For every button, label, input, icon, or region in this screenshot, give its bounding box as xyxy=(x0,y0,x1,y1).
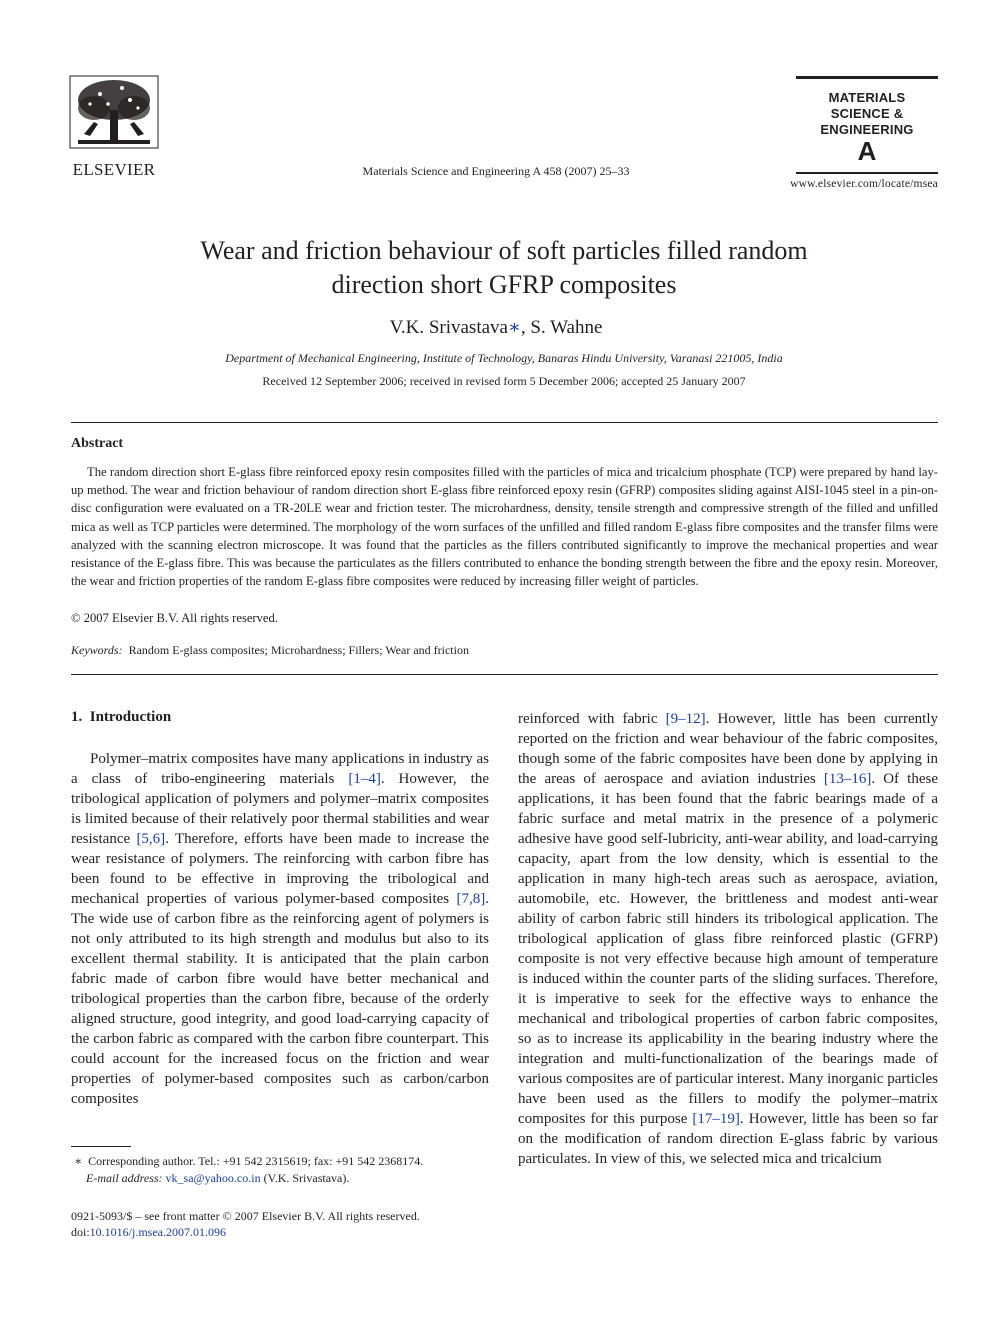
journal-logo-text xyxy=(796,90,938,138)
abstract-body xyxy=(71,463,938,590)
section-heading-introduction xyxy=(71,709,171,726)
text-run: reinforced with fabric xyxy=(518,711,666,727)
citation-link[interactable]: [13–16] xyxy=(823,771,872,787)
text-run: . Therefore, efforts have been made to increase the wear resistance of polymers. The reinforcing with carbon fibre has been found to be effective in improving the tribological and mechanical properties of various polymer-based composites xyxy=(71,831,489,907)
intro-paragraph-1 xyxy=(71,749,489,1109)
doi-label: doi: xyxy=(71,1225,90,1239)
citation-link[interactable]: [7,8] xyxy=(456,891,486,907)
journal-url[interactable]: www.elsevier.com/locate/msea xyxy=(790,178,938,190)
text-run: . However, the tribological application of polymers and polymer–matrix composites is limited because of their relatively poor thermal stabilities and wear resistance xyxy=(71,771,489,847)
text-run: . However, little has been so far on the modification of random direction E-glass fabric by various particulates. In view of this, we selected mica and tricalcium xyxy=(518,1111,938,1167)
article-title xyxy=(100,234,908,302)
journal-logo-line-3: ENGINEERING xyxy=(820,122,914,137)
email-label: E-mail address: xyxy=(86,1171,163,1185)
keywords-list: Random E-glass composites; Microhardness; Fillers; Wear and friction xyxy=(128,643,469,657)
title-line-2: direction short GFRP composites xyxy=(331,270,677,299)
author-list xyxy=(0,316,992,339)
corresponding-footnote xyxy=(71,1154,423,1169)
email-link[interactable]: vk_sa@yahoo.co.in xyxy=(165,1171,261,1185)
footnote-contact: Corresponding author. Tel.: +91 542 2315619; fax: +91 542 2368174. xyxy=(88,1154,424,1168)
abstract-copyright: © 2007 Elsevier B.V. All rights reserved. xyxy=(71,611,278,625)
section-number: 1. xyxy=(71,709,83,725)
text-run: . Of these applications, it has been found that the fabric bearings made of a fabric surface and metal matrix in the presence of a polymeric adhesive have good self-lubricity, anti-wear ability, and load-carrying capacity, apart from the low density, which is essential to the application in many high-tech areas such as aerospace, aviation, automobile, etc. However, the brittleness and modest anti-wear ability of carbon fabric still hinders its tribological application. The tribological application of glass fibre reinforced plastic (GFRP) composite is not very effective because high amount of temperature is induced within the counter parts of the sliding surfaces. Therefore, it is imperative to seek for the effective ways to enhance the mechanical and tribological properties of carbon fabric composites, so as to increase its applicability in the bearing industry where the integration and multi-functionalization of the bearings made of various composites are of particular interest. Many inorganic particles have been used as the fillers to modify the polymer–matrix composites for this purpose xyxy=(518,771,938,1127)
email-owner: (V.K. Srivastava). xyxy=(263,1171,350,1185)
divider-bottom xyxy=(71,674,938,675)
author-wahne: S. Wahne xyxy=(530,317,603,338)
intro-left-column xyxy=(71,749,489,1109)
doi xyxy=(71,1225,226,1240)
journal-citation: Materials Science and Engineering A 458 (2007) 25–33 xyxy=(362,164,630,178)
journal-logo-line-1: MATERIALS xyxy=(828,90,906,105)
keywords-label: Keywords: xyxy=(71,643,123,657)
publisher-name: ELSEVIER xyxy=(72,160,156,179)
footnote-mark: ∗ xyxy=(74,1154,83,1168)
citation-link[interactable]: [9–12] xyxy=(665,711,706,727)
abstract-text: The random direction short E-glass fibre reinforced epoxy resin composites filled with the particles of mica and tricalcium phosphate (TCP) were prepared by hand lay-up method. The wear and friction behaviour of random direction short E-glass fibre reinforced epoxy resin (GFRP) composites sliding against AISI-1045 steel in a pin-on-disc configuration were evaluated on a TR-20LE wear and friction tester. The microhardness, density, tensile strength and compressive strength of the filled and unfilled mica as well as TCP particles were determined. The morphology of the worn surfaces of the unfilled and filled random E-glass fibre composites and the transfer films were analyzed with the scanning electron microscope. It was found that the particles as the fillers contributed significantly to improve the mechanical properties and wear resistance of the E-glass fibre. This was because the particulates as the fillers contributed to enhance the bonding strength between the fibre and the epoxy resin. Moreover, the wear and friction properties of the random E-glass fibre composites were reduced by increasing filler weight of particles. xyxy=(71,465,938,589)
text-run: . However, little has been currently reported on the friction and wear behaviour of the fabric composites, though some of the fabric composites have been done by applying in the areas of aerospace and aviation industries xyxy=(518,711,938,787)
intro-right-column xyxy=(518,709,938,1169)
divider-top xyxy=(71,422,938,423)
received-dates: Received 12 September 2006; received in revised form 5 December 2006; accepted 25 January 2007 xyxy=(262,374,746,388)
abstract-heading: Abstract xyxy=(71,436,124,451)
email-footnote xyxy=(71,1171,349,1186)
text-run: Polymer–matrix composites have many applications in industry as a class of tribo-engineering materials xyxy=(71,751,489,787)
journal-logo-letter: A xyxy=(857,136,877,166)
author-separator: , xyxy=(520,317,531,338)
journal-logo-bottom-rule xyxy=(796,172,938,174)
citation-link[interactable]: [17–19] xyxy=(692,1111,740,1127)
journal-logo-top-rule xyxy=(796,76,938,79)
journal-logo[interactable] xyxy=(790,76,938,196)
title-line-1: Wear and friction behaviour of soft particles filled random xyxy=(200,236,808,265)
front-matter: 0921-5093/$ – see front matter © 2007 Elsevier B.V. All rights reserved. xyxy=(71,1209,420,1223)
journal-logo-line-2: SCIENCE & xyxy=(830,106,904,121)
doi-link[interactable]: 10.1016/j.msea.2007.01.096 xyxy=(89,1225,226,1239)
keywords xyxy=(71,643,469,658)
affiliation: Department of Mechanical Engineering, Institute of Technology, Banaras Hindu University, Varanasi 221005, India xyxy=(225,351,783,365)
section-title: Introduction xyxy=(89,709,172,725)
text-run: . The wide use of carbon fibre as the reinforcing agent of polymers is not only attributed to its high strength and modulus but also to its excellent thermal stability. It is anticipated that the plain carbon fabric made of carbon fibre would have better mechanical and tribological properties than the carbon fibre, because of the orderly aligned structure, good integrity, and good load-carrying capacity of the carbon fabric as compared with the carbon fibre counterpart. This could account for the increased focus on the friction and wear properties of polymer-based composites such as carbon/carbon composites xyxy=(71,891,489,1107)
citation-link[interactable]: [1–4] xyxy=(348,771,381,787)
author-srivastava: V.K. Srivastava xyxy=(389,317,508,338)
corresponding-author-link[interactable]: ∗ xyxy=(507,317,521,338)
citation-link[interactable]: [5,6] xyxy=(136,831,166,847)
footnote-rule xyxy=(71,1146,131,1147)
intro-paragraph-1-cont xyxy=(518,709,938,1169)
